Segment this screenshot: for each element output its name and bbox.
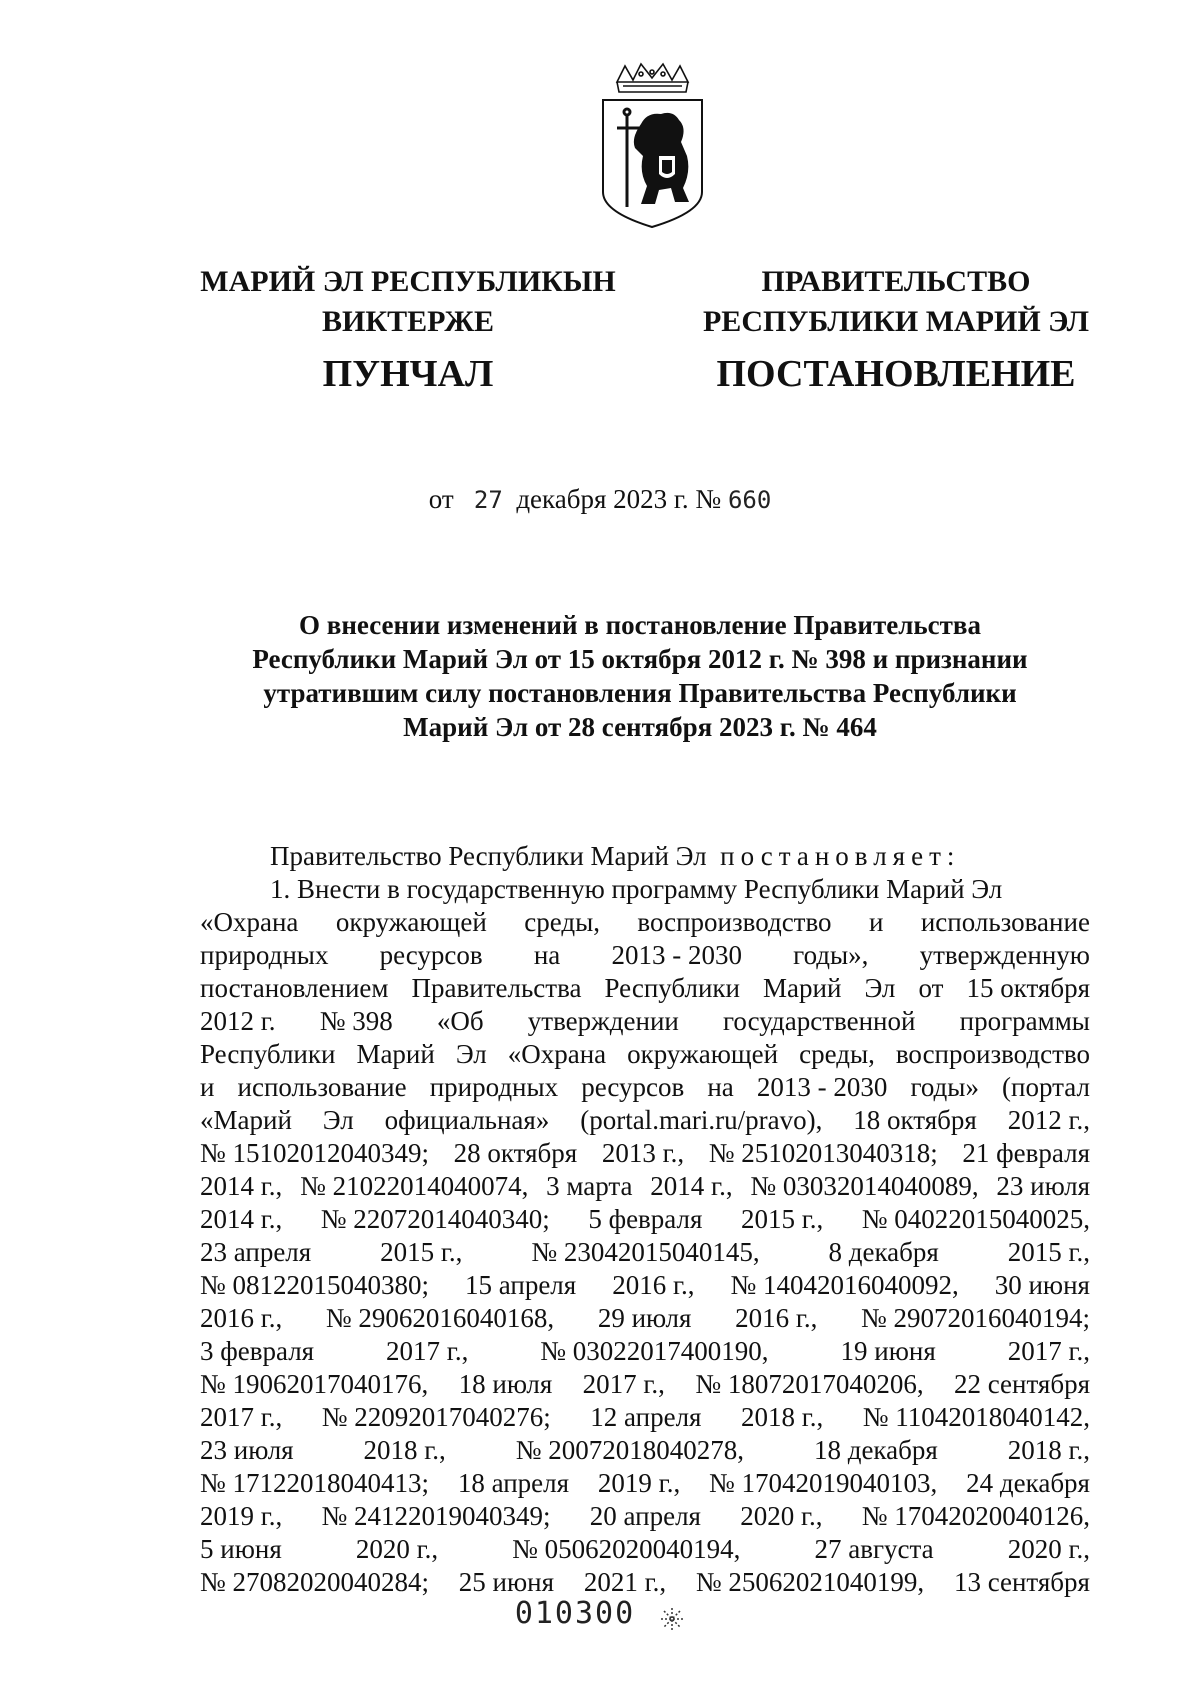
date-prefix: от: [428, 484, 454, 514]
body-line: [200, 1236, 1090, 1269]
body-word: 12 апреля: [590, 1402, 702, 1432]
body-word: (portal.mari.ru/pravo),: [580, 1105, 823, 1135]
body-word: 23 апреля: [200, 1237, 312, 1267]
body-word: и: [868, 907, 884, 937]
body-word: 2017 г.,: [386, 1336, 469, 1366]
header-russian-doc-type: ПОСТАНОВЛЕНИЕ: [716, 353, 1076, 395]
body-word: 5 июня: [200, 1534, 282, 1564]
footer: [0, 1596, 1200, 1632]
body-line: [200, 1137, 1090, 1170]
body-word: 2018 г.,: [1007, 1435, 1090, 1465]
body-line: [200, 1368, 1090, 1401]
body-word: «Об: [436, 1006, 484, 1036]
body-word: № 15102012040349;: [200, 1138, 430, 1168]
body-word: окружающей: [627, 1039, 779, 1069]
body-word: Правительства: [411, 973, 582, 1003]
body-word: № 27082020040284;: [200, 1567, 430, 1597]
preamble: [200, 840, 1090, 873]
preamble-verb: постановляет:: [720, 841, 961, 871]
title-line: Республики Марий Эл от 15 октября 2012 г. № 398 и признании: [252, 644, 1028, 674]
body-line: [200, 1203, 1090, 1236]
body-word: 15 октября: [966, 973, 1090, 1003]
body-word: № 22072014040340;: [320, 1204, 550, 1234]
body-line: [200, 873, 1090, 906]
document-number: 660: [727, 486, 772, 514]
body-word: 15 апреля: [465, 1270, 577, 1300]
body-word: среды,: [799, 1039, 875, 1069]
body-word: 25 июня: [458, 1567, 555, 1597]
body-word: «Охрана: [507, 1039, 607, 1069]
body-line: [200, 1269, 1090, 1302]
body-line: [200, 1038, 1090, 1071]
body-word: 2016 г.,: [735, 1303, 818, 1333]
body-word: 1. Внести в государственную программу Республики Марий Эл: [270, 874, 1003, 904]
title-line: Марий Эл от 28 сентября 2023 г. № 464: [403, 712, 877, 742]
body-word: 13 сентября: [953, 1567, 1090, 1597]
body-word: 2020 г.,: [740, 1501, 823, 1531]
body-line: [200, 1566, 1090, 1599]
body-word: 2017 г.,: [582, 1369, 665, 1399]
header-russian-line1: ПРАВИТЕЛЬСТВО: [761, 265, 1031, 298]
body-word: «Охрана: [200, 907, 299, 937]
body-word: Республики: [604, 973, 740, 1003]
body-word: воспроизводство: [895, 1039, 1090, 1069]
date-day: 27: [473, 486, 503, 514]
body-word: официальная»: [384, 1105, 550, 1135]
header-mari-line1: МАРИЙ ЭЛ РЕСПУБЛИКЫН: [200, 265, 616, 298]
header-mari: [168, 262, 648, 396]
body-line: [200, 1467, 1090, 1500]
body-word: 2015 г.,: [380, 1237, 463, 1267]
body-word: 21 февраля: [962, 1138, 1090, 1168]
body-word: № 21022014040074,: [300, 1171, 529, 1201]
body-word: Марий: [356, 1039, 435, 1069]
body-word: № 14042016040092,: [730, 1270, 959, 1300]
body-line: [200, 1401, 1090, 1434]
body-word: № 398: [319, 1006, 393, 1036]
body-word: № 05062020040194,: [512, 1534, 741, 1564]
body-word: 18 апреля: [457, 1468, 570, 1498]
body-word: 2020 г.,: [355, 1534, 439, 1564]
title-line: утратившим силу постановления Правительства Республики: [263, 678, 1017, 708]
body-word: использование: [920, 907, 1090, 937]
body-word: Эл: [322, 1105, 354, 1135]
header-mari-doc-type: ПУНЧАЛ: [322, 353, 494, 395]
coat-of-arms-icon: [595, 62, 710, 232]
body-word: 2017 г.,: [1007, 1336, 1090, 1366]
body-line: [200, 1434, 1090, 1467]
body-word: 18 октября: [853, 1105, 977, 1135]
body-word: утверждении: [527, 1006, 679, 1036]
body-word: 2013 г.,: [601, 1138, 685, 1168]
body-word: Республики: [200, 1039, 336, 1069]
body-word: 29 июля: [597, 1303, 692, 1333]
body-line: [200, 1500, 1090, 1533]
body-paragraph: [200, 873, 1090, 1599]
header-mari-line2: ВИКТЕРЖЕ: [321, 305, 495, 338]
body-word: 5 февраля: [588, 1204, 703, 1234]
body-word: на: [533, 940, 561, 970]
body-word: 2018 г.,: [363, 1435, 446, 1465]
body-word: № 03022017400190,: [540, 1336, 769, 1366]
body-word: 2016 г.,: [200, 1303, 283, 1333]
body-word: 2013 - 2030: [611, 940, 742, 970]
body-line: [200, 1533, 1090, 1566]
body-line: [200, 1170, 1090, 1203]
body-line: [200, 906, 1090, 939]
date-month-year: декабря 2023 г. №: [516, 484, 722, 514]
body-word: 20 апреля: [589, 1501, 701, 1531]
body-word: № 23042015040145,: [531, 1237, 760, 1267]
body-word: 23 июля: [996, 1171, 1090, 1201]
body-word: 3 февраля: [200, 1336, 315, 1366]
body-word: 2017 г.,: [200, 1402, 283, 1432]
body-word: 18 декабря: [813, 1435, 938, 1465]
body-word: 2019 г.,: [200, 1501, 283, 1531]
body-line: [200, 972, 1090, 1005]
body-word: на: [707, 1072, 734, 1102]
body-word: № 17042020040126,: [861, 1501, 1090, 1531]
body-word: 18 июля: [458, 1369, 553, 1399]
body-word: 24 декабря: [966, 1468, 1090, 1498]
body-word: 23 июля: [200, 1435, 294, 1465]
body-word: 2014 г.,: [200, 1204, 283, 1234]
body-word: 2015 г.,: [740, 1204, 824, 1234]
body-word: 27 августа: [814, 1534, 934, 1564]
body-word: № 19062017040176,: [200, 1369, 429, 1399]
preamble-text: Правительство Республики Марий Эл: [270, 841, 707, 871]
body-word: 19 июня: [840, 1336, 936, 1366]
body-word: № 08122015040380;: [200, 1270, 430, 1300]
body-word: 2018 г.,: [740, 1402, 824, 1432]
body-line: [200, 939, 1090, 972]
title-line: О внесении изменений в постановление Правительства: [299, 610, 981, 640]
body-word: Марий: [763, 973, 842, 1003]
body-line: [200, 1071, 1090, 1104]
body-word: окружающей: [335, 907, 487, 937]
body-word: годы»,: [793, 940, 869, 970]
body-word: годы»: [910, 1072, 979, 1102]
body-word: № 03032014040089,: [750, 1171, 979, 1201]
body-word: № 18072017040206,: [695, 1369, 924, 1399]
header-russian-line2: РЕСПУБЛИКИ МАРИЙ ЭЛ: [702, 305, 1089, 338]
body-line: [200, 1104, 1090, 1137]
date-line: [0, 484, 1200, 515]
body-word: 2016 г.,: [612, 1270, 695, 1300]
body-word: постановлением: [200, 973, 389, 1003]
body-word: № 04022015040025,: [861, 1204, 1090, 1234]
body-line: [200, 1302, 1090, 1335]
body-word: № 25102013040318;: [708, 1138, 938, 1168]
body-word: 2015 г.,: [1007, 1237, 1090, 1267]
body-word: природных: [429, 1072, 559, 1102]
body-line: [200, 1005, 1090, 1038]
document-title: [200, 608, 1080, 744]
body-word: использование: [237, 1072, 407, 1102]
body-word: № 29072016040194;: [860, 1303, 1090, 1333]
body-word: № 11042018040142,: [862, 1402, 1090, 1432]
body-word: и: [200, 1072, 215, 1102]
body-word: № 20072018040278,: [515, 1435, 745, 1465]
body-word: природных: [200, 940, 329, 970]
body-word: 30 июня: [994, 1270, 1090, 1300]
body-word: 2012 г.: [200, 1006, 276, 1036]
body-word: ресурсов: [581, 1072, 685, 1102]
body-word: № 17122018040413;: [200, 1468, 430, 1498]
body-word: Эл: [864, 973, 896, 1003]
body-word: государственной: [723, 1006, 916, 1036]
body-word: «Марий: [200, 1105, 292, 1135]
body-word: Эл: [455, 1039, 487, 1069]
body-word: 8 декабря: [828, 1237, 939, 1267]
body-word: № 25062021040199,: [695, 1567, 925, 1597]
body-word: 2020 г.,: [1007, 1534, 1090, 1564]
body-word: утвержденную: [919, 940, 1090, 970]
body-word: 2012 г.,: [1007, 1105, 1090, 1135]
body-word: 28 октября: [453, 1138, 578, 1168]
body-word: программы: [959, 1006, 1090, 1036]
body-word: от: [918, 973, 944, 1003]
body-word: 2014 г.,: [200, 1171, 283, 1201]
body-word: № 17042019040103,: [709, 1468, 938, 1498]
footer-serial: 010300: [514, 1596, 636, 1631]
body-word: 2013 - 2030: [756, 1072, 888, 1102]
body-word: воспроизводство: [637, 907, 832, 937]
body-word: 2019 г.,: [597, 1468, 681, 1498]
body-word: № 22092017040276;: [321, 1402, 551, 1432]
body-word: № 29062016040168,: [325, 1303, 555, 1333]
document-body: [200, 840, 1090, 1599]
body-word: среды,: [524, 907, 600, 937]
body-word: ресурсов: [379, 940, 483, 970]
body-word: 3 марта: [546, 1171, 633, 1201]
body-word: 2021 г.,: [583, 1567, 667, 1597]
header-russian: [656, 262, 1136, 396]
body-word: (портал: [1002, 1072, 1090, 1102]
asterisk-mark-icon: [659, 1606, 685, 1632]
body-word: 22 сентября: [953, 1369, 1090, 1399]
body-word: № 24122019040349;: [321, 1501, 551, 1531]
body-line: [200, 1335, 1090, 1368]
body-word: 2014 г.,: [650, 1171, 733, 1201]
